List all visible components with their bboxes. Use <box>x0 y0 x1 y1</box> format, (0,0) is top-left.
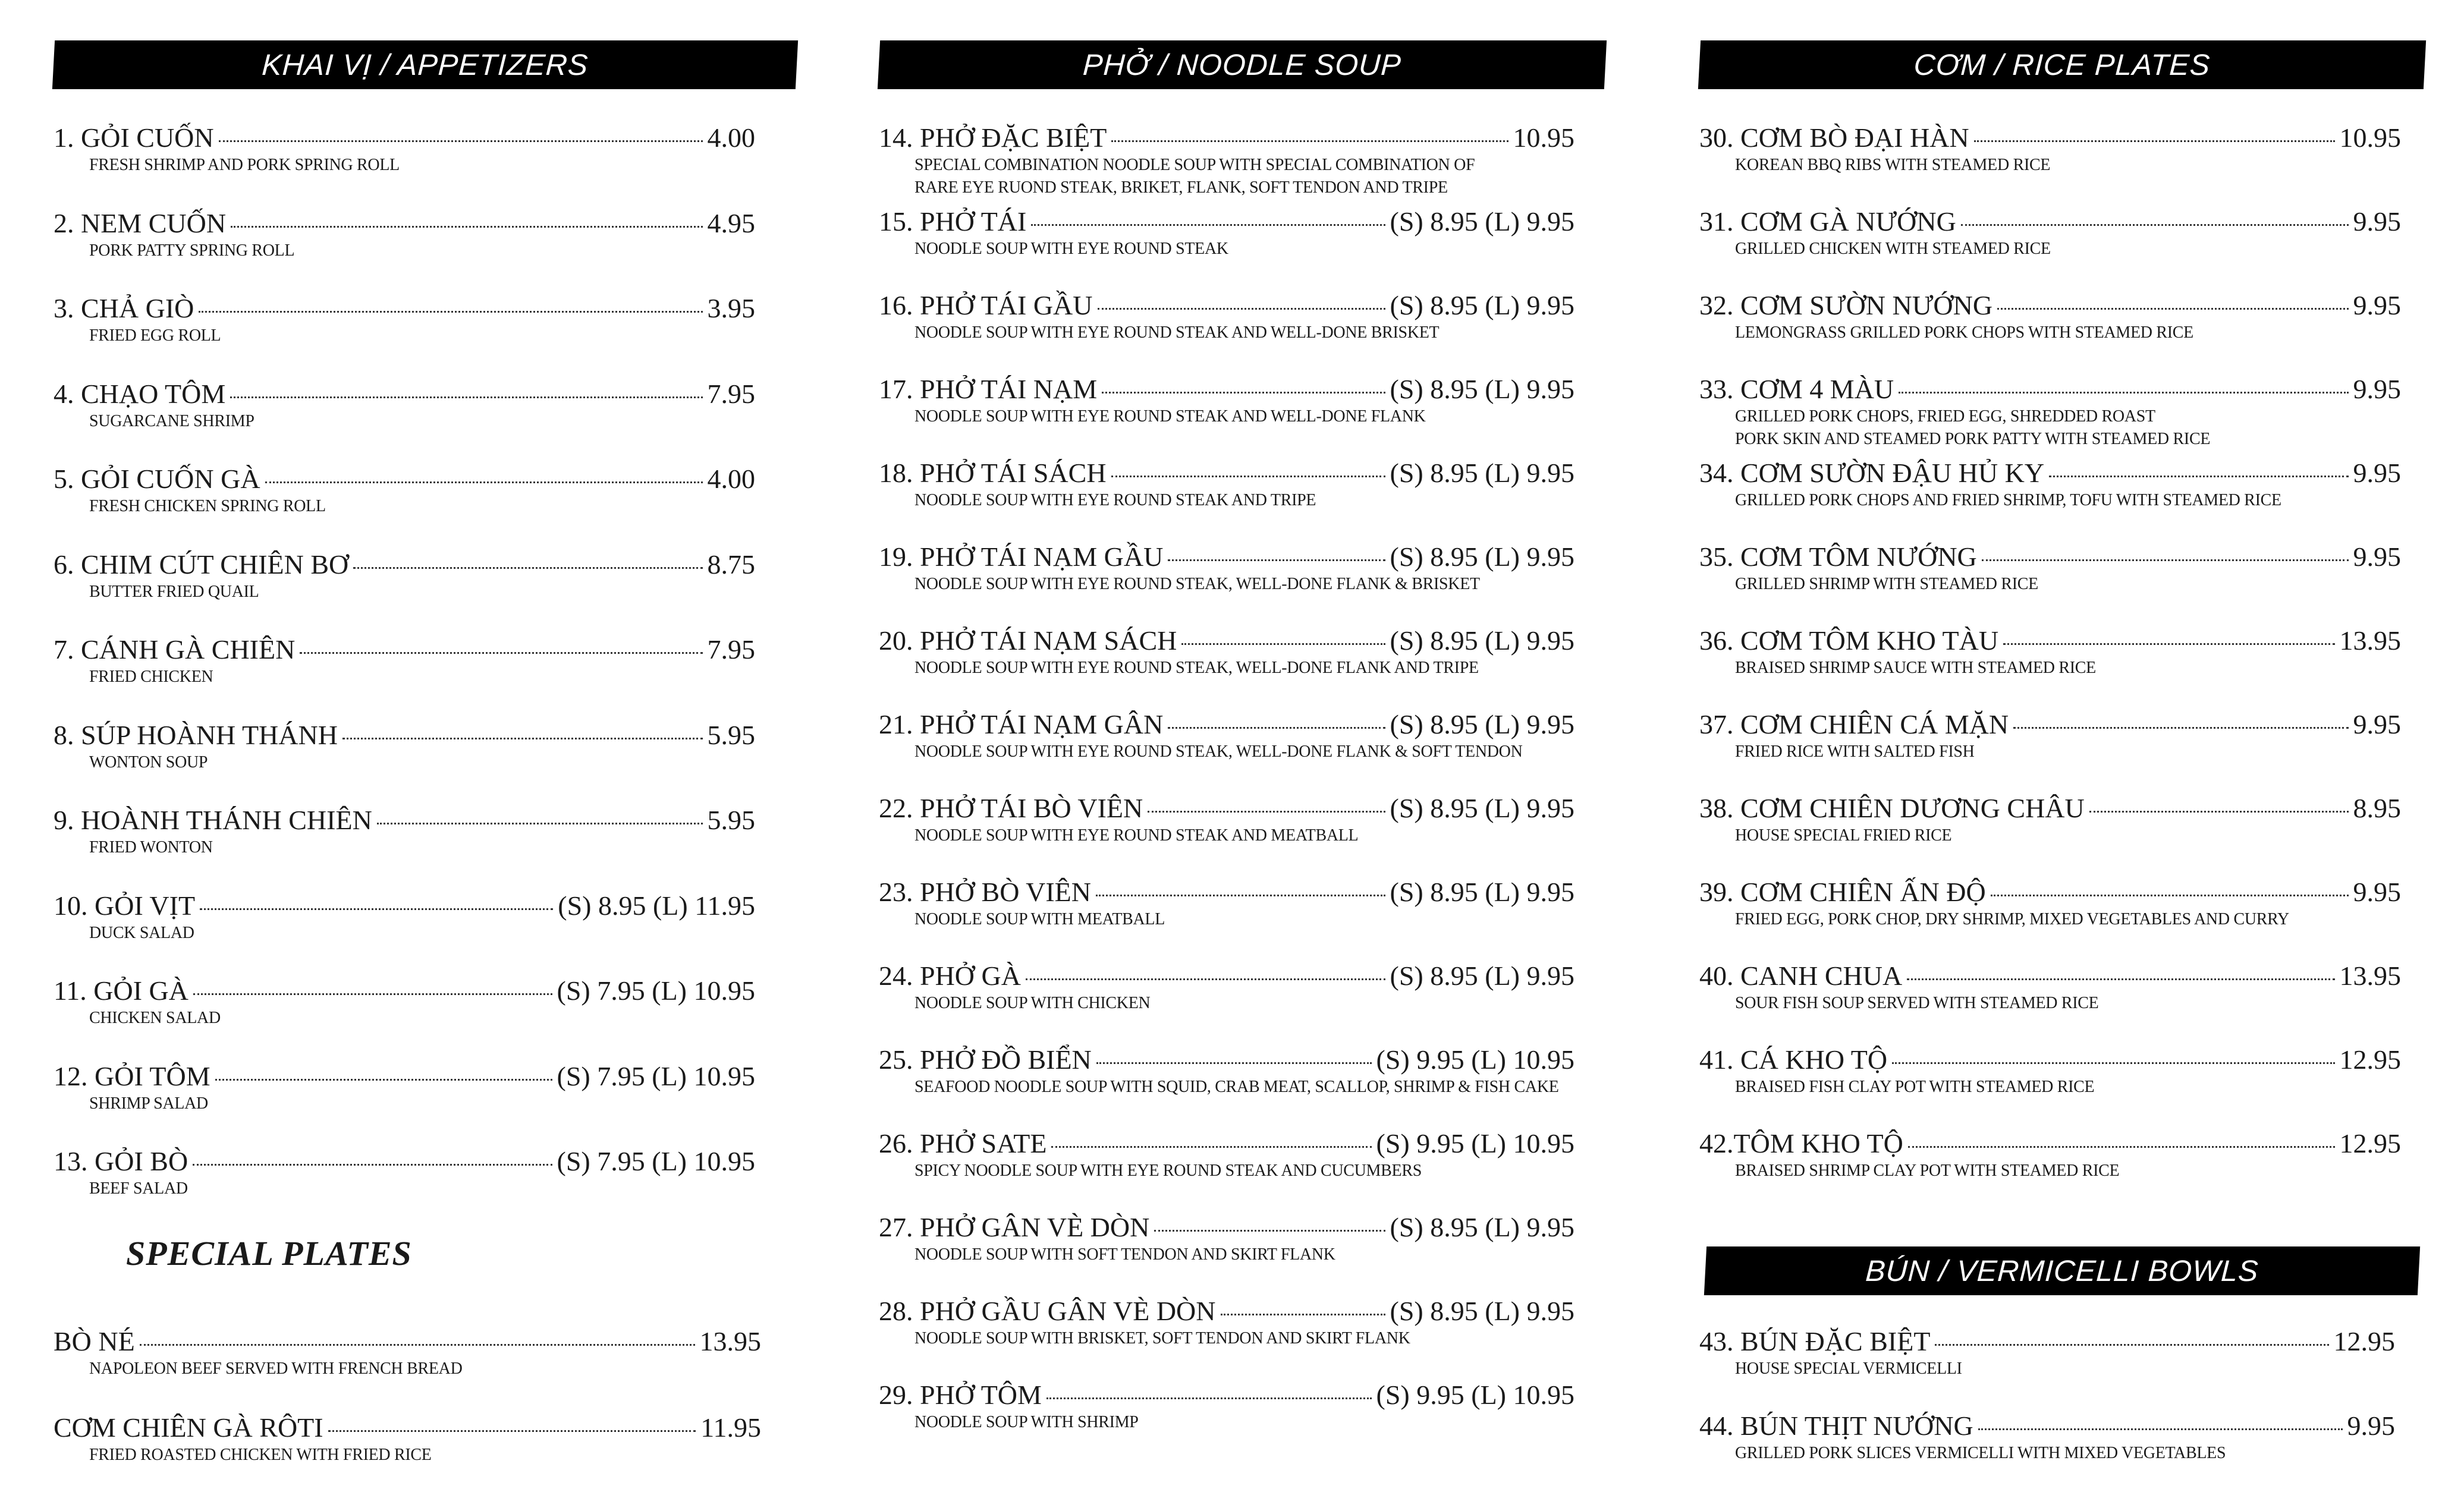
dot-leader <box>1111 140 1508 142</box>
menu-item-line <box>879 1128 1574 1160</box>
menu-item-description: NOODLE SOUP WITH EYE ROUND STEAK, WELL-DONE FLANK & SOFT TENDON <box>914 742 1523 761</box>
menu-item-price: (S) 8.95 (L) 9.95 <box>1390 542 1574 572</box>
menu-item-line <box>879 876 1574 908</box>
menu-item <box>879 373 1574 428</box>
menu-item-price: 9.95 <box>2347 1411 2395 1441</box>
menu-item-price: (S) 9.95 (L) 10.95 <box>1376 1380 1574 1410</box>
dot-leader <box>265 481 703 483</box>
menu-item-name: 32. CƠM SƯỜN NƯỚNG <box>1699 290 1993 320</box>
menu-item-name: 25. PHỞ ĐỒ BIỂN <box>879 1044 1092 1075</box>
menu-item-description: NOODLE SOUP WITH MEATBALL <box>914 910 1165 928</box>
menu-item-price: 9.95 <box>2353 458 2401 488</box>
menu-item-description: NOODLE SOUP WITH SHRIMP <box>914 1413 1139 1431</box>
menu-item-line <box>1699 122 2401 154</box>
dot-leader <box>1026 978 1385 980</box>
menu-item-price: (S) 8.95 (L) 9.95 <box>1390 1296 1574 1326</box>
menu-item <box>54 1145 755 1200</box>
menu-item-name: 35. CƠM TÔM NƯỚNG <box>1699 542 1977 572</box>
dot-leader <box>1102 391 1385 394</box>
menu-item-description-line2: RARE EYE RUOND STEAK, BRIKET, FLANK, SOFT TENDON AND TRIPE <box>914 178 1448 197</box>
menu-item-price: 9.95 <box>2353 206 2401 237</box>
menu-item-name: 2. NEM CUỐN <box>54 207 227 238</box>
dot-leader <box>1974 140 2335 142</box>
menu-item-name: 40. CANH CHUA <box>1699 961 1903 991</box>
menu-item <box>879 1044 1574 1098</box>
menu-item-description: FRIED CHICKEN <box>89 668 213 686</box>
menu-item <box>1699 457 2401 512</box>
menu-item-line <box>54 207 755 240</box>
dot-leader <box>1051 1145 1371 1148</box>
menu-item-price: 9.95 <box>2353 290 2401 320</box>
menu-item-description: WONTON SOUP <box>89 753 208 772</box>
menu-item-description: NOODLE SOUP WITH BRISKET, SOFT TENDON AND SKIRT FLANK <box>914 1329 1410 1348</box>
menu-item-price: (S) 8.95 (L) 9.95 <box>1390 290 1574 320</box>
menu-item <box>54 549 755 603</box>
menu-item <box>54 719 755 774</box>
menu-item-description-line2: PORK SKIN AND STEAMED PORK PATTY WITH STEAMED RICE <box>1735 430 2211 448</box>
menu-item-name: BÒ NÉ <box>54 1326 135 1356</box>
menu-item-line <box>54 719 755 751</box>
menu-item-price: 10.95 <box>2339 122 2401 153</box>
dot-leader <box>1031 223 1385 226</box>
menu-item-line <box>1699 625 2401 657</box>
menu-item-line <box>1699 1410 2395 1442</box>
menu-item-name: 24. PHỞ GÀ <box>879 961 1021 991</box>
menu-item-price: 7.95 <box>707 378 755 409</box>
menu-item-price: (S) 8.95 (L) 9.95 <box>1390 374 1574 404</box>
menu-item <box>1699 373 2401 451</box>
menu-item-line <box>1699 1128 2401 1160</box>
menu-item-price: (S) 7.95 (L) 10.95 <box>557 975 755 1006</box>
dot-leader <box>1181 643 1385 645</box>
menu-item-price: 8.75 <box>707 549 755 580</box>
menu-item-line <box>54 1145 755 1178</box>
menu-item <box>54 292 755 347</box>
menu-item <box>54 463 755 518</box>
dot-leader <box>1899 391 2348 394</box>
menu-item-line <box>879 122 1574 154</box>
menu-item <box>1699 876 2401 931</box>
menu-item-line <box>54 378 755 410</box>
menu-item-line <box>1699 541 2401 573</box>
rice-column <box>1699 0 2431 1511</box>
dot-leader <box>231 225 702 228</box>
menu-item <box>1699 206 2401 260</box>
menu-item-name: 44. BÚN THỊT NƯỚNG <box>1699 1411 1973 1441</box>
menu-item-line <box>1699 1326 2395 1358</box>
menu-item-name: 37. CƠM CHIÊN CÁ MẶN <box>1699 709 2009 739</box>
menu-item-name: 21. PHỞ TÁI NẠM GÂN <box>879 709 1164 739</box>
menu-item-line <box>879 1211 1574 1244</box>
menu-item <box>879 1128 1574 1182</box>
menu-item-price: 7.95 <box>707 634 755 665</box>
menu-item-name: 15. PHỞ TÁI <box>879 206 1027 237</box>
menu-item-line <box>54 890 755 922</box>
menu-item-line <box>1699 457 2401 489</box>
dot-leader <box>215 1078 552 1081</box>
menu-item-line <box>879 1295 1574 1327</box>
menu-item-line <box>54 549 755 581</box>
menu-item-name: 11. GỎI GÀ <box>54 975 188 1006</box>
menu-item-name: 43. BÚN ĐẶC BIỆT <box>1699 1326 1931 1356</box>
menu-item-description: FRIED RICE WITH SALTED FISH <box>1735 742 1975 761</box>
menu-item-description: BEEF SALAD <box>89 1179 188 1198</box>
menu-item-line <box>1699 289 2401 322</box>
pho-header: PHỞ / NOODLE SOUP <box>878 40 1607 89</box>
dot-leader <box>1978 1428 2343 1430</box>
menu-item-description: NAPOLEON BEEF SERVED WITH FRENCH BREAD <box>89 1359 463 1378</box>
menu-item-price: 4.00 <box>707 122 755 153</box>
dot-leader <box>230 396 702 398</box>
menu-item-line <box>1699 373 2401 405</box>
menu-item <box>879 206 1574 260</box>
menu-item-description: BRAISED FISH CLAY POT WITH STEAMED RICE <box>1735 1078 2095 1096</box>
menu-item-price: 8.95 <box>2353 793 2401 823</box>
dot-leader <box>1154 1229 1385 1232</box>
menu-item-description: GRILLED PORK SLICES VERMICELLI WITH MIXED VEGETABLES <box>1735 1444 2226 1462</box>
menu-item-name: 22. PHỞ TÁI BÒ VIÊN <box>879 793 1143 823</box>
rice-header: CƠM / RICE PLATES <box>1698 40 2426 89</box>
dot-leader <box>1111 475 1385 477</box>
menu-item-name: 4. CHẠO TÔM <box>54 378 226 409</box>
menu-item-description: NOODLE SOUP WITH EYE ROUND STEAK AND MEATBALL <box>914 826 1359 845</box>
menu-item <box>1699 792 2401 847</box>
menu-item <box>879 1295 1574 1350</box>
menu-item-price: (S) 8.95 (L) 9.95 <box>1390 877 1574 907</box>
menu-item-line <box>54 634 755 666</box>
dot-leader <box>300 651 702 654</box>
menu-item <box>879 1211 1574 1266</box>
menu-item-description: HOUSE SPECIAL FRIED RICE <box>1735 826 1952 845</box>
menu-item-price: (S) 9.95 (L) 10.95 <box>1376 1044 1574 1075</box>
menu-item-description: GRILLED CHICKEN WITH STEAMED RICE <box>1735 240 2051 258</box>
menu-item-description: KOREAN BBQ RIBS WITH STEAMED RICE <box>1735 156 2051 174</box>
menu-item-name: 42.TÔM KHO TỘ <box>1699 1128 1903 1159</box>
menu-item-line <box>879 373 1574 405</box>
menu-item <box>879 876 1574 931</box>
menu-item <box>54 634 755 688</box>
menu-item-description: PORK PATTY SPRING ROLL <box>89 241 295 260</box>
menu-item-price: (S) 9.95 (L) 10.95 <box>1376 1128 1574 1159</box>
menu-item-name: 31. CƠM GÀ NƯỚNG <box>1699 206 1956 237</box>
menu-item-line <box>1699 792 2401 824</box>
menu-item-description: BRAISED SHRIMP SAUCE WITH STEAMED RICE <box>1735 659 2096 677</box>
menu-item-name: 14. PHỞ ĐẶC BIỆT <box>879 122 1107 153</box>
menu-item-price: 10.95 <box>1513 122 1574 153</box>
dot-leader <box>1096 1062 1372 1064</box>
menu-item-name: 7. CÁNH GÀ CHIÊN <box>54 634 296 665</box>
dot-leader <box>342 737 703 739</box>
menu-item-name: 28. PHỞ GẦU GÂN VÈ DÒN <box>879 1296 1216 1326</box>
menu-item-name: 10. GỎI VỊT <box>54 890 196 921</box>
menu-item-line <box>879 457 1574 489</box>
menu-item-price: 4.95 <box>707 207 755 238</box>
menu-item <box>54 122 755 177</box>
menu-item-price: 13.95 <box>2339 961 2401 991</box>
dot-leader <box>2089 810 2349 813</box>
menu-item-description: NOODLE SOUP WITH CHICKEN <box>914 994 1151 1012</box>
menu-item-price: 9.95 <box>2353 709 2401 739</box>
menu-item-description: FRESH CHICKEN SPRING ROLL <box>89 497 326 515</box>
dot-leader <box>1098 307 1385 310</box>
menu-item-price: (S) 8.95 (L) 9.95 <box>1390 206 1574 237</box>
pho-column <box>879 0 1616 1511</box>
menu-item-name: 6. CHIM CÚT CHIÊN BƠ <box>54 549 349 580</box>
menu-item-line <box>54 975 755 1007</box>
menu-item-name: 36. CƠM TÔM KHO TÀU <box>1699 625 1999 656</box>
menu-item <box>879 122 1574 199</box>
menu-item-description: NOODLE SOUP WITH EYE ROUND STEAK AND WELL-DONE FLANK <box>914 407 1426 426</box>
menu-item-description: HOUSE SPECIAL VERMICELLI <box>1735 1359 1962 1378</box>
menu-item-name: CƠM CHIÊN GÀ RÔTI <box>54 1412 323 1443</box>
menu-item <box>879 960 1574 1015</box>
menu-item-name: 8. SÚP HOÀNH THÁNH <box>54 719 338 750</box>
menu-item-name: 16. PHỞ TÁI GẦU <box>879 290 1093 320</box>
menu-item-price: (S) 8.95 (L) 11.95 <box>558 890 755 921</box>
menu-item <box>879 289 1574 344</box>
dot-leader <box>193 993 552 995</box>
menu-item-name: 39. CƠM CHIÊN ẤN ĐỘ <box>1699 877 1986 907</box>
menu-item-description: NOODLE SOUP WITH EYE ROUND STEAK AND WELL-DONE BRISKET <box>914 323 1440 342</box>
menu-item-description: CHICKEN SALAD <box>89 1009 221 1027</box>
menu-item-name: 27. PHỞ GÂN VÈ DÒN <box>879 1212 1150 1242</box>
menu-item-description: FRIED EGG, PORK CHOP, DRY SHRIMP, MIXED VEGETABLES AND CURRY <box>1735 910 2289 928</box>
dot-leader <box>140 1343 695 1346</box>
dot-leader <box>1997 307 2348 310</box>
menu-item <box>1699 1128 2401 1182</box>
menu-item-line <box>54 292 755 325</box>
menu-item <box>54 890 755 945</box>
menu-item-description: BRAISED SHRIMP CLAY POT WITH STEAMED RICE <box>1735 1161 2120 1180</box>
menu-item <box>879 625 1574 679</box>
menu-item-name: 1. GỎI CUỐN <box>54 122 214 153</box>
menu-item-line <box>54 1060 755 1093</box>
menu-item-name: 19. PHỞ TÁI NẠM GẦU <box>879 542 1164 572</box>
menu-item <box>54 378 755 433</box>
menu-item-name: 34. CƠM SƯỜN ĐẬU HỦ KY <box>1699 458 2045 488</box>
menu-item <box>1699 289 2401 344</box>
menu-item <box>879 709 1574 763</box>
menu-item-line <box>54 463 755 495</box>
menu-item-price: (S) 8.95 (L) 9.95 <box>1390 458 1574 488</box>
menu-item-name: 20. PHỞ TÁI NẠM SÁCH <box>879 625 1177 656</box>
menu-item-description: FRIED EGG ROLL <box>89 326 221 345</box>
menu-item <box>54 975 755 1030</box>
menu-item-price: 5.95 <box>707 719 755 750</box>
menu-item <box>1699 709 2401 763</box>
menu-item-name: 33. CƠM 4 MÀU <box>1699 374 1894 404</box>
menu-item-line <box>879 289 1574 322</box>
appetizers-column <box>54 0 803 1511</box>
menu-item-description: GRILLED SHRIMP WITH STEAMED RICE <box>1735 575 2038 593</box>
menu-item-name: 13. GỎI BÒ <box>54 1146 188 1176</box>
menu-item-line <box>879 1044 1574 1076</box>
menu-item-line <box>1699 709 2401 741</box>
menu-item-line <box>879 792 1574 824</box>
menu-item-line <box>879 206 1574 238</box>
menu-item-name: 17. PHỞ TÁI NẠM <box>879 374 1098 404</box>
dot-leader <box>1148 810 1385 813</box>
menu-item-price: 4.00 <box>707 464 755 494</box>
menu-item-price: 9.95 <box>2353 542 2401 572</box>
menu-item-price: 12.95 <box>2339 1128 2401 1159</box>
menu-item-price: (S) 8.95 (L) 9.95 <box>1390 625 1574 656</box>
menu-item-name: 29. PHỞ TÔM <box>879 1380 1042 1410</box>
dot-leader <box>2013 726 2348 729</box>
menu-item-description: SPICY NOODLE SOUP WITH EYE ROUND STEAK AND CUCUMBERS <box>914 1161 1422 1180</box>
menu-item-price: 12.95 <box>2339 1044 2401 1075</box>
menu-item-description: SEAFOOD NOODLE SOUP WITH SQUID, CRAB MEAT, SCALLOP, SHRIMP & FISH CAKE <box>914 1078 1559 1096</box>
menu-item-description: GRILLED PORK CHOPS, FRIED EGG, SHREDDED ROAST <box>1735 407 2155 426</box>
menu-item <box>54 804 755 859</box>
dot-leader <box>1221 1313 1385 1315</box>
menu-item-name: 5. GỎI CUỐN GÀ <box>54 464 260 494</box>
menu-item-price: (S) 7.95 (L) 10.95 <box>557 1146 755 1176</box>
menu-item-line <box>54 1326 761 1358</box>
menu-item <box>1699 1044 2401 1098</box>
dot-leader <box>353 566 702 569</box>
menu-item-price: 12.95 <box>2333 1326 2395 1356</box>
menu-item <box>879 792 1574 847</box>
dot-leader <box>1935 1343 2328 1346</box>
dot-leader <box>1096 894 1385 896</box>
menu-item-line <box>879 541 1574 573</box>
menu-item-line <box>879 709 1574 741</box>
menu-item-description: FRESH SHRIMP AND PORK SPRING ROLL <box>89 156 400 174</box>
menu-item-price: 13.95 <box>2339 625 2401 656</box>
dot-leader <box>1982 559 2349 561</box>
dot-leader <box>1046 1397 1372 1399</box>
menu-item-name: 18. PHỞ TÁI SÁCH <box>879 458 1107 488</box>
menu-item-description: LEMONGRASS GRILLED PORK CHOPS WITH STEAMED RICE <box>1735 323 2193 342</box>
dot-leader <box>2003 643 2334 645</box>
menu-item-price: (S) 8.95 (L) 9.95 <box>1390 961 1574 991</box>
menu-item-line <box>54 122 755 154</box>
menu-item-name: 9. HOÀNH THÁNH CHIÊN <box>54 805 372 835</box>
menu-item <box>54 207 755 262</box>
menu-item-price: 11.95 <box>700 1412 761 1443</box>
menu-item <box>879 541 1574 596</box>
menu-item-name: 3. CHẢ GIÒ <box>54 293 194 323</box>
menu-item <box>54 1326 761 1380</box>
menu-item-line <box>54 804 755 836</box>
vermicelli-header: BÚN / VERMICELLI BOWLS <box>1704 1246 2420 1295</box>
menu-item-line <box>54 1412 761 1444</box>
menu-item-line <box>879 960 1574 992</box>
menu-item-name: 23. PHỞ BÒ VIÊN <box>879 877 1091 907</box>
dot-leader <box>328 1430 696 1432</box>
menu-item-price: 9.95 <box>2353 877 2401 907</box>
menu-item <box>879 457 1574 512</box>
menu-item <box>1699 960 2401 1015</box>
menu-item-description: NOODLE SOUP WITH EYE ROUND STEAK, WELL-DONE FLANK AND TRIPE <box>914 659 1479 677</box>
menu-item-price: (S) 8.95 (L) 9.95 <box>1390 793 1574 823</box>
menu-item-line <box>1699 1044 2401 1076</box>
menu-item-description: GRILLED PORK CHOPS AND FRIED SHRIMP, TOFU WITH STEAMED RICE <box>1735 491 2281 509</box>
menu-item-price: 13.95 <box>699 1326 761 1356</box>
dot-leader <box>219 140 703 142</box>
menu-item <box>54 1412 761 1466</box>
dot-leader <box>193 1163 552 1166</box>
menu-item <box>879 1379 1574 1434</box>
dot-leader <box>1892 1062 2334 1064</box>
menu-item-description: NOODLE SOUP WITH SOFT TENDON AND SKIRT FLANK <box>914 1245 1335 1264</box>
menu-item-price: 3.95 <box>707 293 755 323</box>
menu-item-name: 12. GỎI TÔM <box>54 1060 210 1091</box>
menu-item-description: SOUR FISH SOUP SERVED WITH STEAMED RICE <box>1735 994 2099 1012</box>
menu-item <box>1699 541 2401 596</box>
menu-item-name: 38. CƠM CHIÊN DƯƠNG CHÂU <box>1699 793 2085 823</box>
menu-item-line <box>1699 960 2401 992</box>
menu-item-price: (S) 8.95 (L) 9.95 <box>1390 1212 1574 1242</box>
menu-item-price: 9.95 <box>2353 374 2401 404</box>
menu-item-name: 26. PHỞ SATE <box>879 1128 1047 1159</box>
dot-leader <box>1908 1145 2335 1148</box>
menu-item-description: SHRIMP SALAD <box>89 1094 208 1113</box>
special-plates-title: SPECIAL PLATES <box>126 1234 412 1273</box>
menu-item-description: FRIED WONTON <box>89 838 213 857</box>
menu-item-price: (S) 8.95 (L) 9.95 <box>1390 709 1574 739</box>
menu-item-description: SUGARCANE SHRIMP <box>89 411 254 430</box>
menu-item-description: NOODLE SOUP WITH EYE ROUND STEAK AND TRIPE <box>914 491 1316 509</box>
menu-item-description: BUTTER FRIED QUAIL <box>89 582 259 601</box>
menu-item-line <box>1699 876 2401 908</box>
menu-item-line <box>879 625 1574 657</box>
dot-leader <box>1907 978 2334 980</box>
menu-item <box>1699 1410 2395 1465</box>
dot-leader <box>1961 223 2349 226</box>
dot-leader <box>1168 726 1385 729</box>
menu-item-name: 41. CÁ KHO TỘ <box>1699 1044 1888 1075</box>
menu-item-description: DUCK SALAD <box>89 923 194 942</box>
menu-item-name: 30. CƠM BÒ ĐẠI HÀN <box>1699 122 1969 153</box>
menu-item <box>1699 122 2401 177</box>
menu-item-line <box>1699 206 2401 238</box>
appetizers-header: KHAI VỊ / APPETIZERS <box>52 40 798 89</box>
menu-item-description: SPECIAL COMBINATION NOODLE SOUP WITH SPECIAL COMBINATION OF <box>914 156 1475 174</box>
dot-leader <box>200 908 553 910</box>
dot-leader <box>1168 559 1385 561</box>
menu-item-description: NOODLE SOUP WITH EYE ROUND STEAK <box>914 240 1228 258</box>
dot-leader <box>2049 475 2348 477</box>
dot-leader <box>377 822 703 824</box>
menu-item-price: (S) 7.95 (L) 10.95 <box>557 1060 755 1091</box>
menu-item <box>1699 1326 2395 1380</box>
menu-item-description: FRIED ROASTED CHICKEN WITH FRIED RICE <box>89 1446 432 1464</box>
dot-leader <box>1991 894 2349 896</box>
menu-item <box>1699 625 2401 679</box>
menu-item-description: NOODLE SOUP WITH EYE ROUND STEAK, WELL-DONE FLANK & BRISKET <box>914 575 1480 593</box>
menu-item-price: 5.95 <box>707 805 755 835</box>
menu-item <box>54 1060 755 1115</box>
menu-item-line <box>879 1379 1574 1411</box>
dot-leader <box>199 310 702 313</box>
